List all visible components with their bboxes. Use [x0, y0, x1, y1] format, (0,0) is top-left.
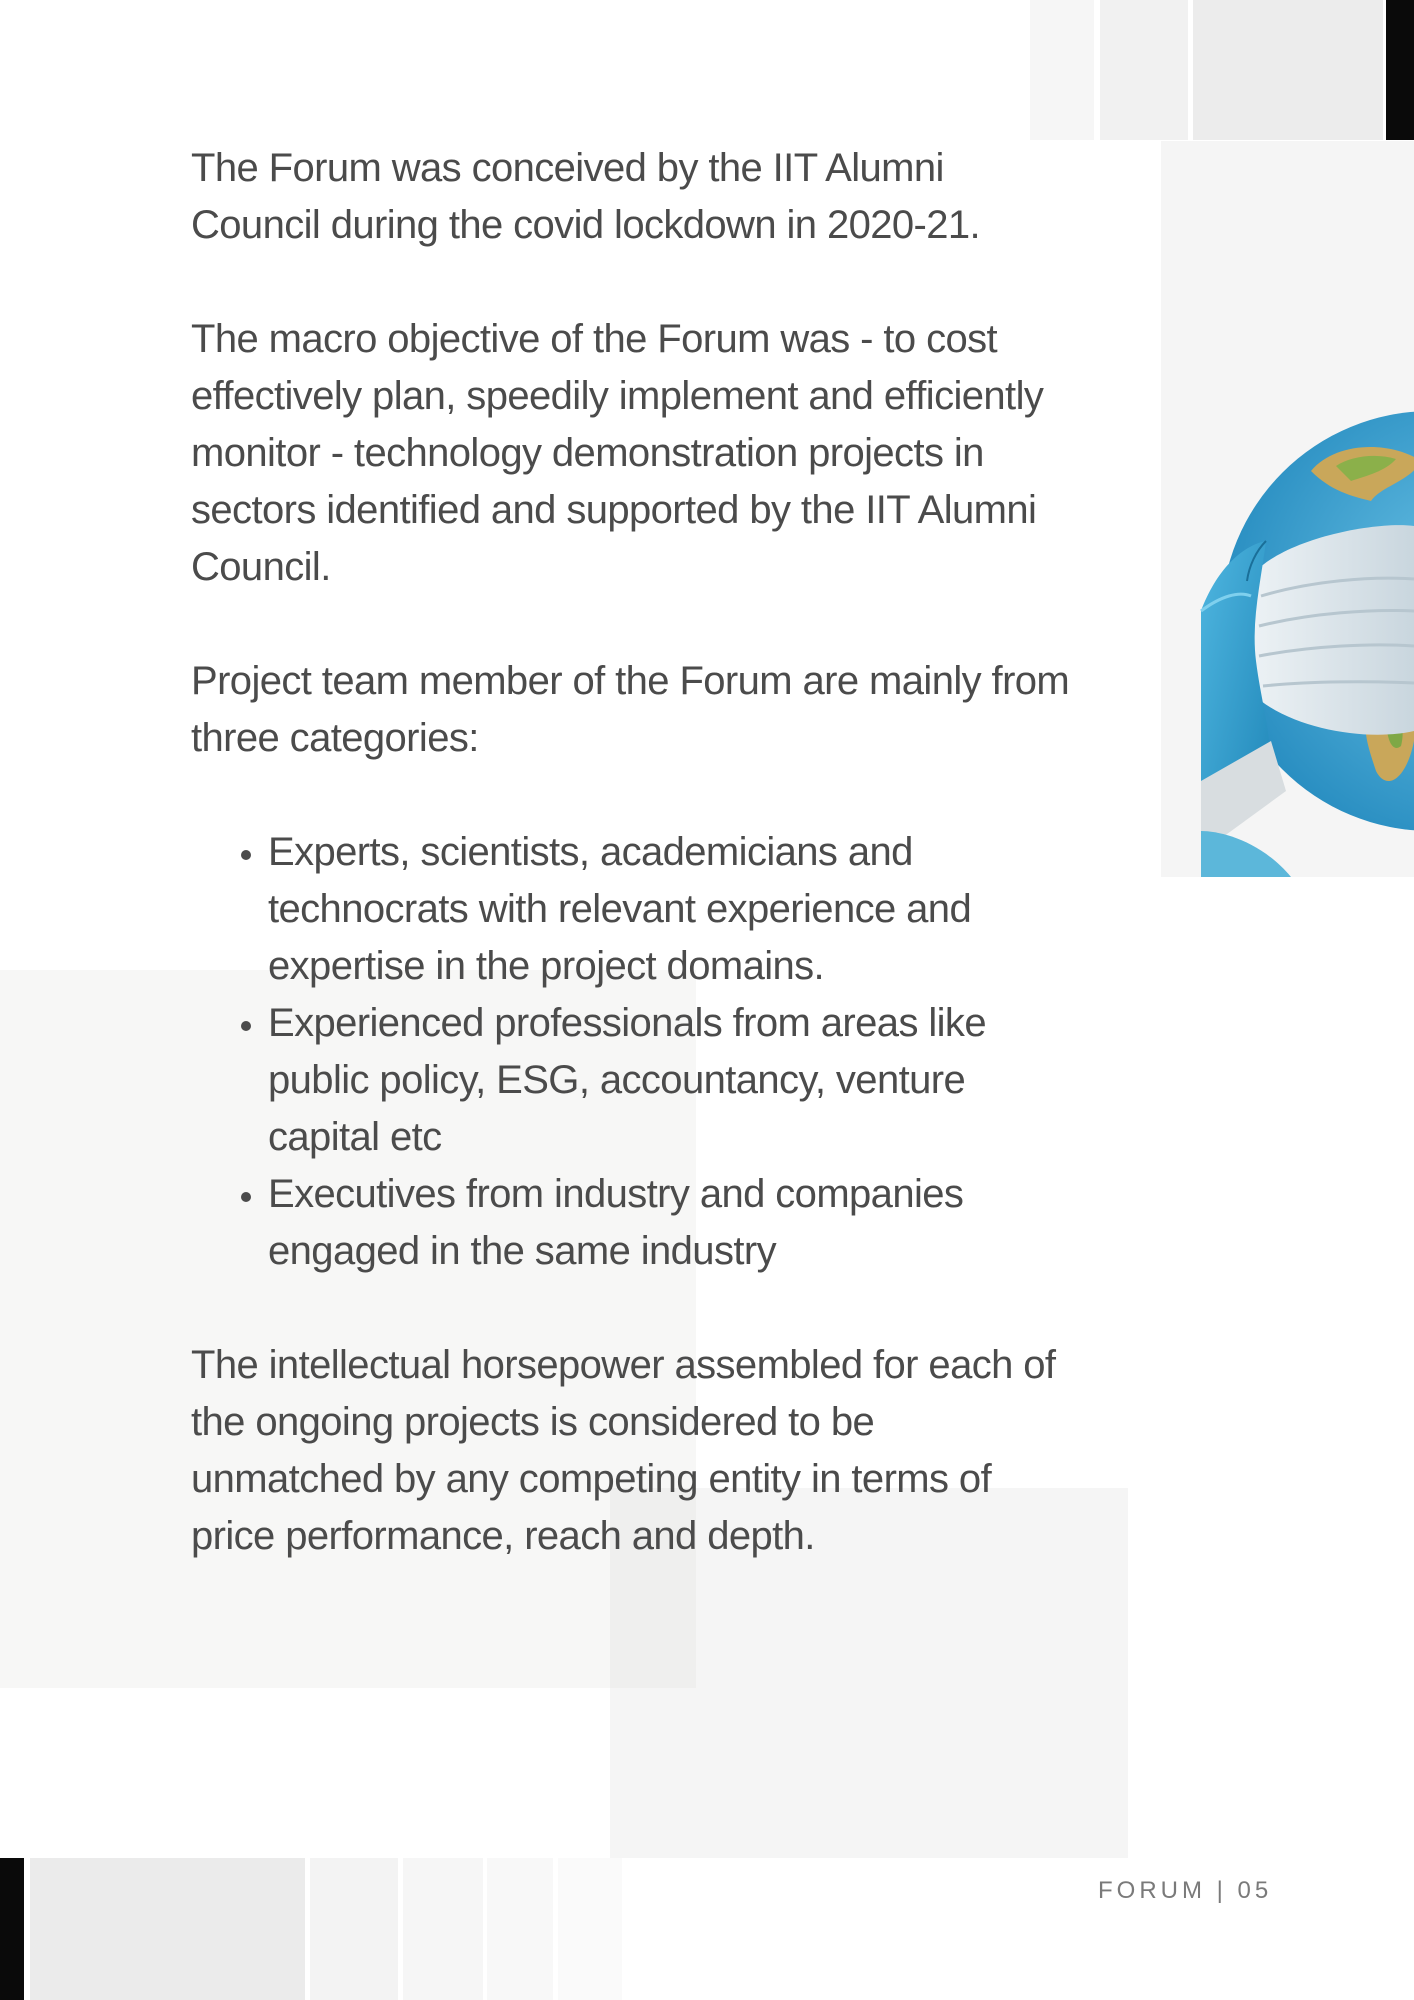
paragraph-team: Project team member of the Forum are mainly from three categories:	[191, 659, 1070, 760]
body-text	[191, 140, 1071, 1622]
list-item: • Executives from industry and companies engaged in the same industry	[268, 1166, 1071, 1280]
list-item: • Experts, scientists, academicians and technocrats with relevant experience and expertise in the project domains.	[268, 824, 1071, 995]
decor-tile	[1030, 0, 1094, 140]
decor-tile-black	[1386, 0, 1414, 140]
page-footer: FORUM | 05	[1098, 1877, 1273, 1904]
category-list	[191, 824, 1071, 1280]
paragraph-intro: The Forum was conceived by the IIT Alumni Council during the covid lockdown in 2020-21.	[191, 146, 981, 247]
list-item: • Experienced professionals from areas like public policy, ESG, accountancy, venture capital etc	[268, 995, 1071, 1166]
decor-tile	[487, 1858, 553, 2000]
decor-tile	[558, 1858, 622, 2000]
decor-tile	[1193, 0, 1383, 140]
paragraph-closing: The intellectual horsepower assembled for each of the ongoing projects is considered to be unmatched by any competing entity in terms of price performance, reach and depth.	[191, 1343, 1056, 1558]
decor-tile	[403, 1858, 483, 2000]
globe-mask-photo	[1161, 141, 1414, 877]
globe-with-mask-icon	[1161, 141, 1414, 877]
decor-tile	[310, 1858, 398, 2000]
decor-tile	[1100, 0, 1188, 140]
decor-tile-black	[0, 1858, 24, 2000]
paragraph-objective: The macro objective of the Forum was - to cost effectively plan, speedily implement and efficiently monitor - technology demonstration projects in sectors identified and supported by the IIT Alumni Council.	[191, 317, 1044, 589]
decor-tile	[30, 1858, 305, 2000]
